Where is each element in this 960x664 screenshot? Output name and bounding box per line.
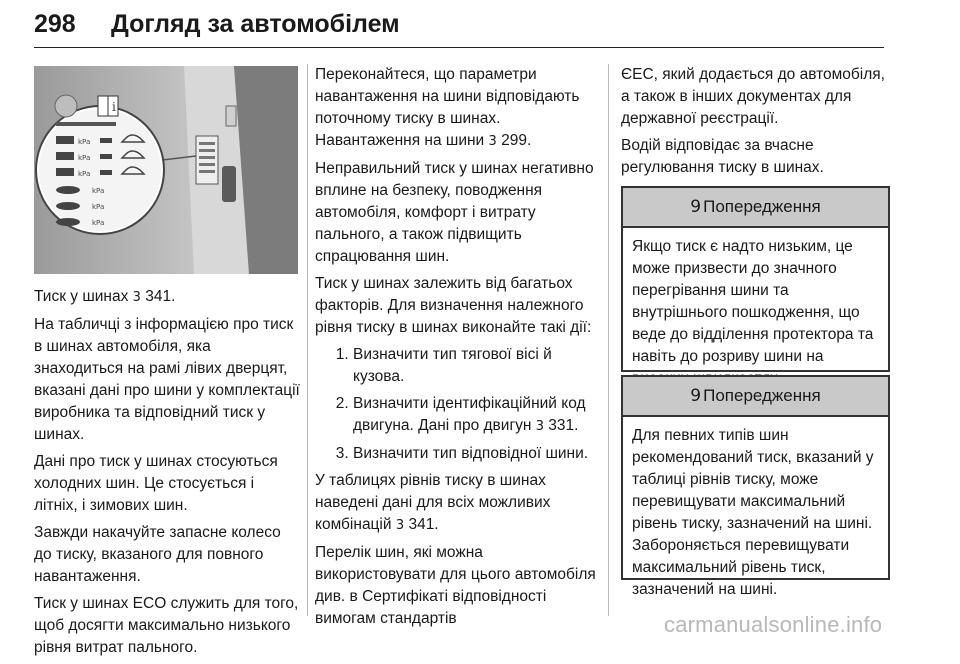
column-right: [621, 64, 886, 184]
paragraph: Дані про тиск у шинах стосуються холодних шин. Це стосується і літніх, і зимових шин.: [34, 453, 278, 514]
watermark: carmanualsonline.info: [664, 612, 883, 637]
paragraph: Водій відповідає за вчасне регулювання тиску в шинах.: [621, 137, 824, 176]
svg-text:kPa: kPa: [92, 219, 105, 227]
paragraph: Неправильний тиск у шинах негативно вплине на безпеку, поводження автомобіля, комфорт і витрату пального, а також підвищить спрацювання шин.: [315, 160, 594, 265]
cross-reference-icon: 3: [132, 290, 141, 305]
warning-box: [621, 186, 890, 372]
svg-text:kPa: kPa: [78, 154, 91, 162]
paragraph: Переконайтеся, що параметри навантаження на шини відповідають поточному тиску в шинах. Навантаження на шини 3 299.: [315, 66, 580, 149]
warning-box: [621, 375, 890, 598]
cross-reference-page[interactable]: 299.: [496, 132, 532, 149]
paragraph: У таблицях рівнів тиску в шинах наведені дані для всіх можливих комбінацій 3 341.: [315, 472, 551, 533]
warning-triangle-icon: 9: [690, 386, 702, 406]
list-item: 2. Визначити ідентифікаційний код двигуна. Дані про двигун 3 331.: [353, 393, 597, 438]
chapter-title: Догляд за автомобілем: [111, 10, 400, 38]
warning-title: Попередження: [703, 197, 821, 216]
cross-reference-page[interactable]: 331.: [544, 417, 579, 434]
list-item: 1. Визначити тип тягової вісі й кузова.: [353, 344, 597, 388]
page-header: [34, 10, 884, 50]
header-rule: [34, 47, 884, 48]
paragraph: На табличці з інформацією про тиск в шинах автомобіля, яка знаходиться на рамі лівих дверцят, вказані дані про шини у комплектації виробника та відповідний тиск у шинах.: [34, 316, 300, 443]
svg-text:i: i: [112, 100, 116, 114]
svg-text:kPa: kPa: [92, 187, 105, 195]
paragraph: Завжди накачуйте запасне колесо до тиску, вказаного для повного навантаження.: [34, 524, 281, 585]
warning-header: [623, 188, 888, 228]
column-middle: [315, 64, 597, 635]
tire-pressure-label-figure: [34, 66, 298, 274]
cross-reference-page[interactable]: 341.: [404, 516, 439, 533]
warning-triangle-icon: 9: [690, 197, 702, 217]
warning-header: [623, 377, 888, 417]
cross-reference-icon: 3: [395, 518, 405, 533]
warning-text: Для певних типів шин рекомендований тиск, вказаний у таблиці рівнів тиску, може перевищувати максимальний рівень тиску, зазначений на шині. Забороняється перевищувати максимальний рівень тиск, зазначений на шині.: [632, 427, 874, 598]
warning-title: Попередження: [703, 386, 821, 405]
column-left: [34, 286, 300, 664]
steps-list: [315, 344, 597, 465]
cross-reference-icon: 3: [488, 134, 497, 149]
paragraph: Тиск у шинах ECO служить для того, щоб досягти максимально низького рівня витрат пального.: [34, 595, 299, 656]
paragraph: Тиск у шинах залежить від багатьох факторів. Для визначення належного рівня тиску в шинах виконайте такі дії:: [315, 275, 592, 336]
column-divider: [307, 64, 308, 616]
svg-text:kPa: kPa: [78, 170, 91, 178]
svg-text:kPa: kPa: [92, 203, 105, 211]
cross-reference-page[interactable]: 341.: [140, 288, 176, 305]
paragraph: Тиск у шинах 3 341.: [34, 288, 176, 305]
paragraph: Перелік шин, які можна використовувати для цього автомобіля див. в Сертифікаті відповідності вимогам стандартів: [315, 544, 596, 627]
column-divider: [608, 64, 609, 616]
warning-text: Якщо тиск є надто низьким, це може призвести до значного перегрівання шини та внутрішнього пошкодження, що веде до відділення протектора та навіть до розриву шини на: [632, 238, 874, 365]
paragraph: ЄЕС, який додається до автомобіля, а також в інших документах для державної реєстрації.: [621, 66, 885, 127]
svg-text:kPa: kPa: [78, 138, 91, 146]
page-number: 298: [34, 10, 76, 38]
door-frame-illustration: [34, 66, 298, 274]
list-item: 3. Визначити тип відповідної шини.: [353, 443, 597, 465]
cross-reference-icon: 3: [535, 419, 544, 434]
